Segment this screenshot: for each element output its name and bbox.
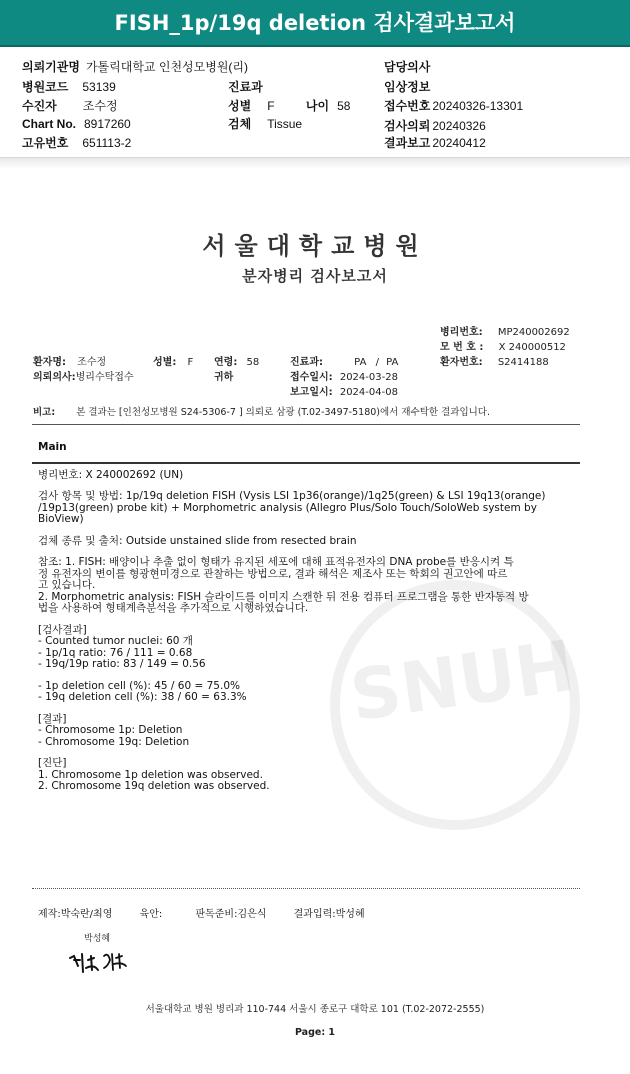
results-line: - 19q/19p ratio: 83 / 149 = 0.56: [38, 658, 206, 670]
age-value: 58: [337, 99, 351, 113]
doc-dept-label: 진료과:: [290, 357, 323, 368]
receipt-value: 20240326-13301: [432, 99, 524, 113]
receipt-row: [384, 97, 523, 114]
deletion-block: [38, 681, 578, 704]
made-by: 제작:박숙란/최영: [38, 909, 113, 920]
name-label: 환자명:: [33, 357, 66, 368]
path-no-row: [440, 323, 570, 338]
doc-age-label: 연령:: [214, 357, 238, 368]
specimen-label: 검체: [228, 117, 252, 131]
diagnosis-line: [진단]: [38, 757, 67, 769]
received-row: [290, 368, 398, 383]
age-info: [214, 353, 259, 368]
chart-value: 8917260: [84, 117, 131, 131]
report-title: FISH_1p/19q deletion 검사결과보고서: [0, 0, 630, 47]
sex-info: [153, 353, 193, 368]
unique-value: 651113-2: [82, 136, 132, 150]
reported-value: 2024-04-08: [339, 387, 398, 398]
receipt-label: 접수번호: [384, 99, 431, 113]
method-block: [38, 491, 578, 526]
ref-doc-row: [33, 368, 134, 383]
results-line: - Counted tumor nuclei: 60 개: [38, 635, 193, 647]
doc-dept-slash: /: [375, 357, 379, 368]
diagnosis-line: 2. Chromosome 19q deletion was observed.: [38, 780, 270, 792]
signature-rule: [32, 888, 580, 889]
clinical-row: [384, 78, 430, 95]
code-label: 병원코드: [22, 80, 69, 94]
patient-value: 조수정: [82, 99, 118, 113]
ref-line: 2. Morphometric analysis: FISH 슬라이드를 이미지 스캔한 뒤 전용 컴퓨터 프로그램을 통한 반자동적 방: [38, 590, 529, 603]
gross-by: 육안:: [139, 909, 163, 920]
clinical-label: 임상정보: [384, 80, 431, 94]
dept-row: [228, 78, 263, 95]
deletion-line: - 1p deletion cell (%): 45 / 60 = 75.0%: [38, 679, 240, 692]
hospital-label: 의뢰기관명: [22, 60, 80, 74]
diagnosis-line: 1. Chromosome 1p deletion was observed.: [38, 768, 263, 781]
method-line: BioView): [38, 513, 84, 525]
main-content: [38, 442, 578, 803]
report-label: 결과보고: [384, 136, 431, 150]
doc-dept-value: PA: [354, 357, 367, 368]
code-value: 53139: [82, 80, 116, 94]
pt-no-label: 환자번호:: [440, 357, 483, 368]
hospital-row: [22, 58, 248, 75]
mo-no-row: [440, 338, 566, 353]
ref-line: 고 있습니다.: [38, 579, 96, 591]
unique-row: [22, 134, 131, 151]
doc-dept-value2: PA: [386, 357, 399, 368]
doc-age-value: 58: [246, 357, 260, 368]
remark-value: 본 결과는 [인천성모병원 S24-5306-7 ] 의뢰로 삼광 (T.02-3497-5180)에서 재수탁한 결과입니다.: [76, 407, 491, 418]
prep-by: 판독준비:김은식: [195, 909, 267, 920]
reported-row: [290, 383, 398, 398]
specimen-row: [228, 115, 302, 132]
method-line: 검사 항목 및 방법: 1p/19q deletion FISH (Vysis LSI 1p36(orange)/1q25(green) & LSI 19q13(orange): [38, 490, 546, 502]
specimen-line: 검체 종류 및 출처: Outside unstained slide from resected brain: [38, 534, 357, 547]
deletion-line: - 19q deletion cell (%): 38 / 60 = 63.3%: [38, 691, 247, 703]
path-no-value: MP240002692: [497, 327, 570, 338]
ref-doc-value: 병리수탁접수: [75, 372, 134, 383]
report-subtitle: 분자병리 검사보고서: [242, 267, 388, 285]
doc-sex-label: 성별:: [153, 357, 177, 368]
received-label: 접수일시:: [290, 372, 333, 383]
header-separator: [0, 157, 630, 169]
path-no-label: 병리번호:: [440, 327, 483, 338]
conclusion-line: - Chromosome 1p: Deletion: [38, 724, 183, 736]
unique-label: 고유번호: [22, 136, 69, 150]
conclusion-line: - Chromosome 19q: Deletion: [38, 735, 190, 748]
sex-row: [228, 97, 350, 114]
report-row: [384, 134, 486, 151]
request-label: 검사의뢰: [384, 119, 431, 133]
ref-line: 참조: 1. FISH: 배양이나 추출 없이 형태가 유지된 세포에 대해 표적유전자의 DNA probe를 반응시켜 특: [38, 556, 514, 568]
snuh-watermark-text: SNUH: [345, 624, 580, 738]
signer-name: 박성혜: [84, 934, 111, 944]
method-line: /19p13(green) probe kit) + Morphometric analysis (Allegro Plus/Solo Touch/SoloWeb system by: [38, 501, 537, 514]
ref-doc-label: 의뢰의사:: [33, 372, 76, 383]
handwritten-signature: [64, 946, 134, 976]
doctor-row: [384, 58, 430, 75]
results-block: [38, 625, 578, 671]
age-label: 나이: [305, 99, 330, 113]
mo-no-label: 모 번 호 :: [440, 342, 484, 353]
pt-no-row: [440, 353, 549, 368]
reported-label: 보고일시:: [290, 387, 333, 398]
received-value: 2024-03-28: [339, 372, 398, 383]
mo-no-value: X 240000512: [498, 342, 566, 353]
entry-by: 결과입력:박성혜: [293, 909, 365, 920]
reference-block: [38, 557, 578, 615]
request-value: 20240326: [432, 119, 486, 133]
hospital-title: 서울대학교병원: [202, 231, 428, 260]
doc-sex-value: F: [187, 357, 194, 368]
hospital-value: 가톨릭대학교 인천성모병원(리): [85, 60, 248, 74]
remark-label: 비고:: [33, 407, 56, 418]
results-line: [검사결과]: [38, 623, 87, 636]
dept-label: 진료과: [228, 80, 263, 94]
chart-row: [22, 117, 131, 131]
patient-row: [22, 97, 118, 114]
remark-row: [33, 404, 490, 418]
request-row: [384, 117, 486, 134]
results-line: - 1p/1q ratio: 76 / 111 = 0.68: [38, 646, 193, 659]
signature-row: [38, 905, 389, 920]
doctor-label: 담당의사: [384, 60, 431, 74]
return-label: 귀하: [214, 372, 234, 383]
ref-line: 법을 사용하여 형태계측분석을 추가적으로 시행하였습니다.: [38, 602, 309, 614]
specimen-value: Tissue: [267, 117, 303, 131]
pt-no-value: S2414188: [497, 357, 549, 368]
main-path-no: 병리번호: X 240002692 (UN): [38, 468, 184, 481]
main-heading: Main: [38, 441, 67, 453]
remark-rule: [32, 424, 580, 425]
diagnosis-block: [38, 758, 578, 793]
chart-label: Chart No.: [22, 117, 76, 131]
code-row: [22, 78, 116, 95]
name-value: 조수정: [77, 357, 107, 368]
conclusion-line: [결과]: [38, 712, 67, 725]
patient-label: 수진자: [22, 99, 57, 113]
footer-address: 서울대학교 병원 병리과 110-744 서울시 종로구 대학로 101 (T.02-2072-2555): [145, 1004, 485, 1015]
return-info: [214, 368, 233, 383]
page-number: Page: 1: [294, 1027, 336, 1038]
patient-name-row: [33, 353, 106, 368]
ref-line: 정 유전자의 변이를 형광현미경으로 관찰하는 방법으로, 결과 해석은 제조사 또는 학회의 권고안에 따르: [38, 567, 508, 580]
sex-value: F: [267, 99, 275, 113]
report-value: 20240412: [432, 136, 486, 150]
dept-info: [290, 353, 398, 368]
sex-label: 성별: [228, 99, 252, 113]
conclusion-block: [38, 714, 578, 749]
